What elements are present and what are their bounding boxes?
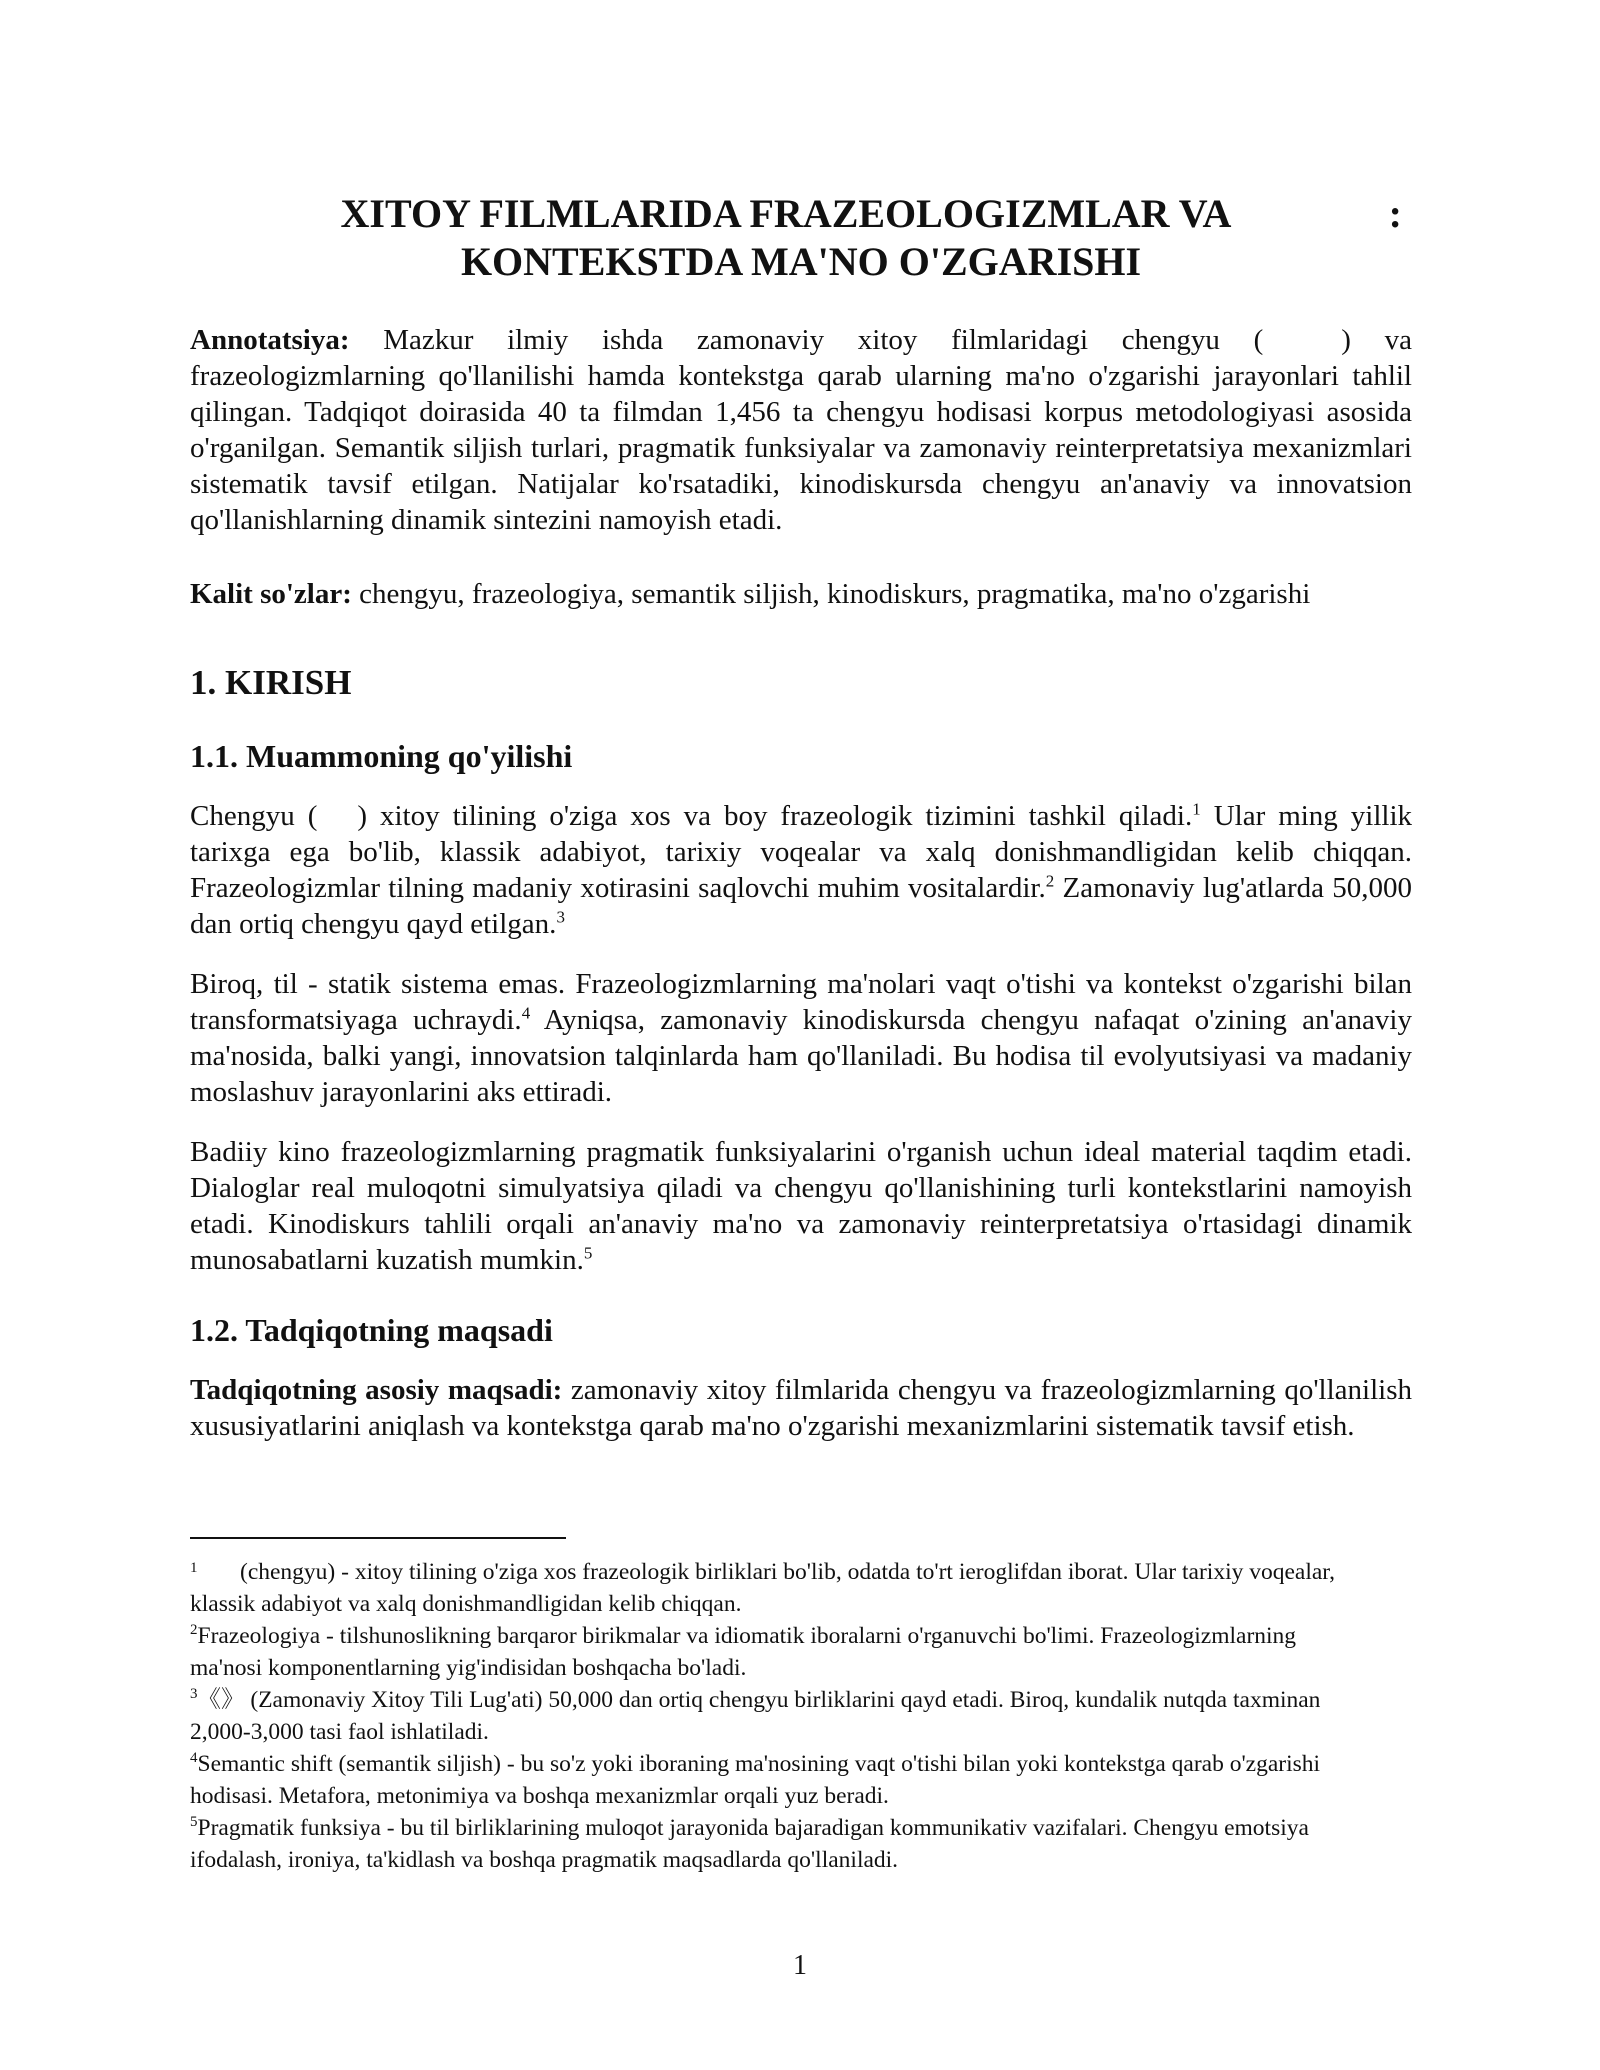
footnote-ref-2[interactable]: 2 (1045, 871, 1055, 891)
footnote-4 (190, 1748, 1350, 1812)
p1-text-d: Zamonaviy lug'atlarda 50,000 dan ortiq chengyu qayd etilgan. (190, 872, 1412, 940)
footnote-text-5: Pragmatik funksiya - bu til birliklarining muloqot jarayonida bajaradigan kommunikativ vazifalari. Chengyu emotsiya ifodalash, ironiya, ta'kidlash va boshqa pragmatik maqsadlarda qo'llaniladi. (190, 1815, 1309, 1873)
p1-text-c: Ular ming yillik tarixga ega bo'lib, klassik adabiyot, tarixiy voqealar va xalq donishmandligidan kelib chiqqan. Frazeologizmlar tilning madaniy xotirasini saqlovchi muhim vositalardir. (190, 800, 1413, 904)
footnote-1 (190, 1556, 1350, 1620)
title-colon: : (1388, 191, 1402, 236)
p1-text-b: ) xitoy tilining o'ziga xos va boy frazeologik tizimini tashkil qiladi. (357, 800, 1193, 832)
title-line-2: KONTEKSTDA MA'NO O'ZGARISHI (460, 239, 1142, 284)
p2-text-a: Biroq, til - statik sistema emas. Frazeologizmlarning ma'nolari vaqt o'tishi va kontekst o'zgarishi bilan transformatsiyaga uchraydi. (190, 968, 1412, 1036)
paragraph-problem-2 (190, 966, 1412, 1110)
title-line-1 (190, 190, 1412, 238)
title-line-1-text: XITOY FILMLARIDA FRAZEOLOGIZMLAR VA (340, 191, 1232, 236)
paragraph-problem-3 (190, 1134, 1412, 1278)
footnote-mark-1: 1 (190, 1560, 198, 1576)
footnotes (190, 1556, 1350, 1876)
footnote-3 (190, 1684, 1350, 1748)
abstract-label: Annotatsiya: (190, 324, 350, 356)
abstract-text-part2: ) va frazeologizmlarning qo'llanilishi hamda kontekstga qarab ularning ma'no o'zgarishi jarayonlari tahlil qilingan. Tadqiqot doirasida 40 ta filmdan 1,456 ta chengyu hodisasi korpus metodologiyasi asosida o'rganilgan. Semantik siljish turlari, pragmatik funksiyalar va zamonaviy reinterpretatsiya mexanizmlari sistematik tavsif etilgan. Natijalar ko'rsatadiki, kinodiskursda chengyu an'anaviy va innovatsion qo'llanishlarning dinamik sintezini namoyish etadi. (190, 324, 1412, 536)
p2-text-b: Ayniqsa, zamonaviy kinodiskursda chengyu nafaqat o'zining an'anaviy ma'nosida, balki yangi, innovatsion talqinlarda ham qo'llaniladi. Bu hodisa til evolyutsiyasi va madaniy moslashuv jarayonlarini aks ettiradi. (190, 1004, 1412, 1108)
footnote-text-2: Frazeologiya - tilshunoslikning barqaror birikmalar va idiomatik iboralarni o'rganuvchi bo'limi. Frazeologizmlarning ma'nosi komponentlarning yig'indisidan boshqacha bo'ladi. (190, 1623, 1297, 1681)
footnote-ref-3[interactable]: 3 (556, 907, 565, 927)
subsection-heading-problem: 1.1. Muammoning qo'yilishi (190, 738, 573, 774)
abstract-paragraph (190, 322, 1412, 538)
footnote-text-4: Semantic shift (semantik siljish) - bu so'z yoki iboraning ma'nosining vaqt o'tishi bilan yoki kontekstga qarab o'zgarishi hodisasi. Metafora, metonimiya va boshqa mexanizmlar orqali yuz beradi. (190, 1751, 1321, 1809)
footnote-mark-2: 2 (190, 1622, 198, 1639)
paragraph-problem-1 (190, 798, 1412, 942)
footnote-mark-4: 4 (190, 1750, 198, 1767)
page-number: 1 (793, 1950, 807, 1981)
document-title (190, 190, 1412, 286)
footnote-5 (190, 1812, 1350, 1876)
footnote-mark-3: 3 (190, 1686, 198, 1703)
abstract-text-part1: Mazkur ilmiy ishda zamonaviy xitoy filmlaridagi chengyu ( (349, 324, 1264, 356)
footnote-text-1: (chengyu) - xitoy tilining o'ziga xos frazeologik birliklari bo'lib, odatda to'rt ieroglifdan iborat. Ular tarixiy voqealar, klassik adabiyot va xalq donishmandligidan kelib chiqqan. (190, 1559, 1336, 1617)
aim-text: zamonaviy xitoy filmlarida chengyu va frazeologizmlarning qo'llanilish xususiyatlarini aniqlash va kontekstga qarab ma'no o'zgarishi mexanizmlarini sistematik tavsif etish. (190, 1374, 1412, 1442)
p1-text-a: Chengyu ( (190, 800, 318, 832)
footnote-mark-5: 5 (190, 1814, 198, 1831)
subsection-heading-aim: 1.2. Tadqiqotning maqsadi (190, 1312, 553, 1348)
keywords-label: Kalit so'zlar: (190, 578, 352, 610)
keywords-paragraph (190, 576, 1412, 612)
footnote-ref-1[interactable]: 1 (1192, 799, 1201, 819)
p3-text-a: Badiiy kino frazeologizmlarning pragmatik funksiyalarini o'rganish uchun ideal material taqdim etadi. Dialoglar real muloqotni simulyatsiya qiladi va chengyu qo'llanishining turli kontekstlarini namoyish etadi. Kinodiskurs tahlili orqali an'anaviy ma'no va zamonaviy reinterpretatsiya o'rtasidagi dinamik munosabatlarni kuzatish mumkin. (190, 1136, 1412, 1276)
footnote-separator (190, 1537, 566, 1539)
footnote-ref-4[interactable]: 4 (521, 1003, 531, 1023)
aim-label: Tadqiqotning asosiy maqsadi: (190, 1374, 563, 1406)
paragraph-aim (190, 1372, 1412, 1444)
document-page (190, 190, 1412, 1444)
footnote-text-3: 《》 (Zamonaviy Xitoy Tili Lug'ati) 50,000 dan ortiq chengyu birliklarini qayd etadi. Biroq, kundalik nutqda taxminan 2,000-3,000 tasi faol ishlatiladi. (190, 1687, 1321, 1745)
footnote-ref-5[interactable]: 5 (583, 1243, 593, 1263)
footnote-2 (190, 1620, 1350, 1684)
keywords-text: chengyu, frazeologiya, semantik siljish, kinodiskurs, pragmatika, ma'no o'zgarishi (351, 578, 1311, 610)
section-heading-introduction: 1. KIRISH (190, 663, 352, 702)
